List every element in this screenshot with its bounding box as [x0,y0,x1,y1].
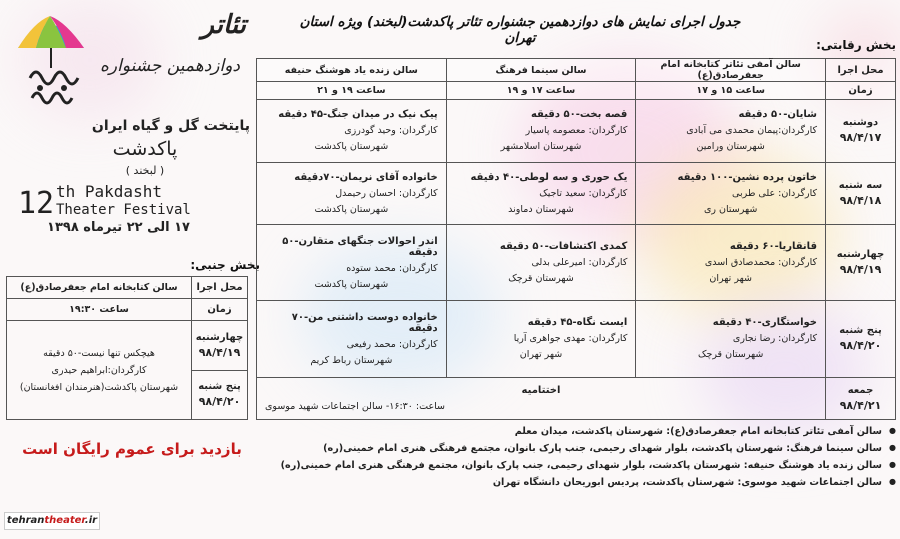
day-date: ۹۸/۴/۱۹ [839,263,882,277]
show-director: کارگردان: سعید تاجیک [539,187,628,199]
day-date: ۹۸/۴/۱۹ [198,345,241,359]
day-name: جمعه [847,384,874,396]
show-city: شهرستان ورامین [696,141,765,153]
time-header-label: زمان [192,299,248,321]
show-city: شهرستان پاکدشت(هنرمندان افغانستان) [19,381,179,393]
day-cell [192,321,248,371]
show-title: قصه بخت-۵۰ دقیقه [530,109,628,121]
list-item: ● سالن آمفی تئاتر کتابخانه امام جعفرصادق(ع): شهرستان پاکدشت، میدان معلم [256,426,896,437]
time-header: ساعت ۱۵ و ۱۷ [636,82,826,100]
day-name: چهارشنبه [836,249,885,261]
closing-row [257,377,896,420]
show-cell [257,225,447,301]
show-cell [636,225,826,301]
closing-detail: ساعت: ۱۶:۳۰- سالن اجتماعات شهید موسوی [265,400,445,412]
show-city: شهرستان ری [704,203,758,215]
show-city: شهر تهران [519,349,563,361]
time-row [257,82,896,100]
free-visit-notice: بازدید برای عموم رایگان است [22,440,242,458]
logo-english-line: th Pakdasht [56,182,162,201]
show-title: کمدی اکتشافات-۵۰ دقیقه [499,241,628,253]
show-title: خانواده آقای نریمان-۷۰دقیقه [294,171,438,183]
time-row [7,299,248,321]
closing-cell [257,377,826,420]
show-director: کارگردان: وحید گودرزی [344,125,438,137]
show-city: شهرستان پاکدشت [314,278,389,290]
day-date: ۹۸/۴/۱۸ [839,193,882,207]
venue-header: سالن کتابخانه امام جعفرصادق(ع) [7,277,192,299]
show-title: پیک نیک در میدان جنگ-۴۵ دقیقه [278,109,438,121]
show-title: خانواده دوست داشتنی من-۷۰ دقیقه [291,311,438,334]
closing-title: اختتامیه [521,384,561,396]
day-date: ۹۸/۴/۱۷ [839,131,882,145]
watermark-part: theater [44,515,85,526]
show-cell [446,100,636,163]
show-director: کارگردان: علی طربی [732,187,817,199]
show-cell [257,301,447,377]
table-row [257,225,896,301]
show-cell [7,321,192,420]
watermark-part: tehran [6,515,45,526]
festival-dates: ۱۷ الی ۲۲ تیرماه ۱۳۹۸ [47,220,190,235]
show-city: شهرستان پاکدشت [314,141,389,153]
show-cell [636,100,826,163]
table-row [257,162,896,225]
show-cell [257,162,447,225]
show-cell [446,162,636,225]
venue-address-list [256,426,896,494]
show-director: کارگردان: رضا نجاری [732,333,817,345]
day-cell [826,100,896,163]
show-title: خاتون پرده نشین-۱۰۰ دقیقه [677,171,817,183]
show-cell [446,301,636,377]
logo-tagline: پایتخت گل و گیاه ایران [91,118,250,134]
show-title: خواستگاری-۴۰ دقیقه [712,317,817,329]
show-director: کارگردان: محمد ستوده [346,262,438,274]
show-title: قانقاریا-۶۰ دقیقه [729,241,817,253]
show-cell [446,225,636,301]
day-cell [826,301,896,377]
show-director: کارگردان: مهدی جواهری آریا [513,333,628,345]
logo-subtitle: ( لبخند ) [125,164,165,177]
time-header-label: زمان [826,82,896,100]
time-header: ساعت ۱۹:۳۰ [7,299,192,321]
show-title: شایان-۵۰ دقیقه [738,109,817,121]
day-name: سه شنبه [838,179,883,191]
table-row [257,301,896,377]
day-name: دوشنبه [842,117,879,129]
show-city: شهرستان رباط کریم [310,354,393,366]
page-title: جدول اجرای نمایش های دوازدهمین جشنواره تئاتر پاکدشت(لبخند) ویژه استان تهران [299,14,741,46]
show-director: کارگردان: امیرعلی بدلی [531,257,628,269]
show-city: شهرستان پاکدشت [314,203,389,215]
day-name: پنج شنبه [839,325,882,337]
show-director: کارگردان: احسان رحیمدل [335,187,438,199]
day-cell [192,370,248,420]
show-cell [636,301,826,377]
show-city: شهرستان قرچک [508,273,574,285]
list-item: ● سالن زنده یاد هوشنگ حنیفه: شهرستان پاکدشت، بلوار شهدای رحیمی، جنب پارک بانوان، مجتمع فرهنگی هنری امام خمینی(ره) [256,460,896,471]
site-watermark [4,512,100,530]
header-row [7,277,248,299]
logo-text: تئاتر [201,10,246,40]
venue-header-label: محل اجرا [826,59,896,82]
time-header: ساعت ۱۹ و ۲۱ [257,82,447,100]
show-title: یک حوری و سه لوطی-۴۰ دقیقه [470,171,628,183]
show-city: شهر تهران [709,273,752,285]
table-row [257,100,896,163]
logo-number: 12 [18,186,55,221]
venue-header-label: محل اجرا [192,277,248,299]
show-city: شهرستان قرچک [697,349,764,361]
venue-header: سالن آمفی تئاتر کتابخانه امام جعفرصادق(ع) [636,59,826,82]
show-director: کارگردان:ابراهیم حیدری [51,364,147,376]
day-cell [826,162,896,225]
schedule-table [256,58,896,420]
show-cell [636,162,826,225]
header-row [257,59,896,82]
venue-header: سالن سینما فرهنگ [446,59,636,82]
show-city: شهرستان اسلامشهر [500,141,582,153]
day-name: پنج شنبه [198,381,241,393]
show-director: کارگردان: محمد رفیعی [346,338,438,350]
show-cell [257,100,447,163]
table-row [7,321,248,371]
show-title: ایست نگاه-۴۵ دقیقه [527,317,628,329]
umbrella-logo-icon [10,8,90,118]
side-schedule-table [6,276,248,420]
logo-city: پاکدشت [112,138,178,160]
day-name: چهارشنبه [195,331,244,343]
show-title: هیچکس تنها نیست-۵۰ دقیقه [43,347,155,359]
show-city: شهرستان دماوند [508,203,574,215]
show-director: کارگردان: معصومه پاسیار [525,125,628,137]
side-section-label: بخش جنبی: [190,258,260,272]
day-date: ۹۸/۴/۲۰ [839,339,882,353]
competition-section-label: بخش رقابتی: [816,38,896,52]
day-cell [826,377,896,420]
venue-header: سالن زنده یاد هوشنگ حنیفه [257,59,447,82]
show-director: کارگردان: محمدصادق اسدی [704,257,817,269]
day-cell [826,225,896,301]
time-header: ساعت ۱۷ و ۱۹ [446,82,636,100]
day-date: ۹۸/۴/۲۰ [198,395,241,409]
logo-english-line: Theater Festival [56,202,191,218]
list-item: ● سالن اجتماعات شهید موسوی: شهرستان پاکدشت، پردیس ابوریحان دانشگاه تهران [256,477,896,488]
day-date: ۹۸/۴/۲۱ [839,398,882,412]
show-title: اندر احوالات جنگهای متقارن-۵۰ دقیقه [282,235,438,258]
list-item: ● سالن سینما فرهنگ: شهرستان پاکدشت، بلوار شهدای رحیمی، جنب پارک بانوان، مجتمع فرهنگی هنری امام خمینی(ره) [256,443,896,454]
logo-text: دوازدهمین جشنواره [100,56,240,76]
watermark-part: .ir [84,515,98,526]
show-director: کارگردان:پیمان محمدی می آبادی [686,125,817,137]
